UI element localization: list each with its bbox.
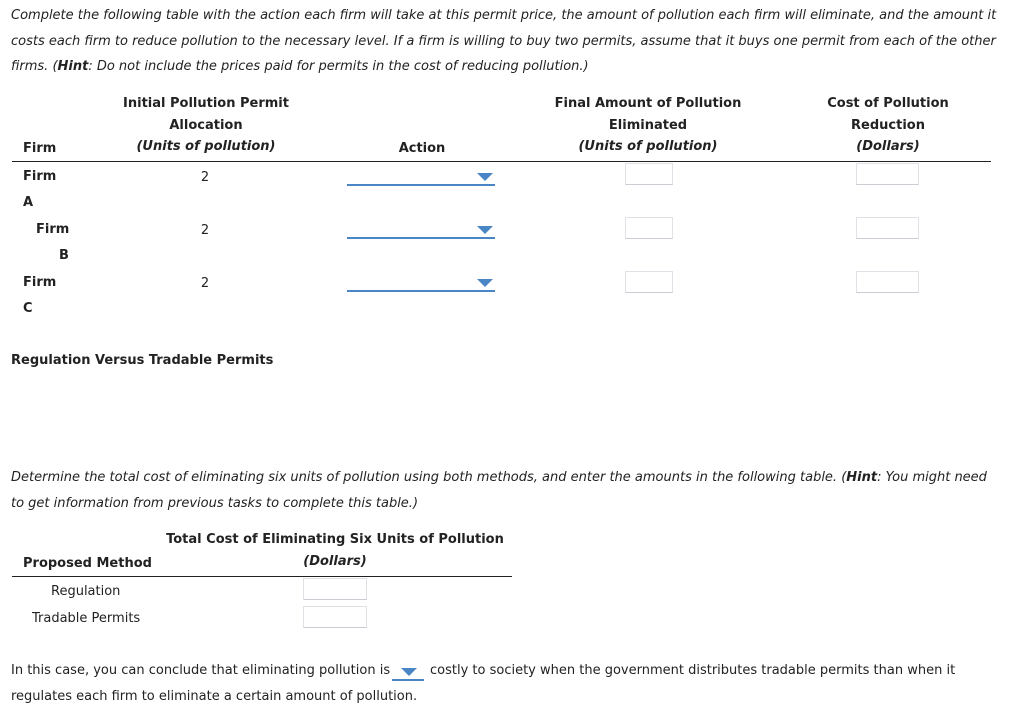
firm-b-cost-input[interactable] [856,217,919,239]
instructions-text: Complete the following table with the action each firm will take at this permit price, the amount of pollution each firm will eliminate, and the amount it costs each firm to reduce pollution to the necessary level. If a firm is willing to buy two permits, assume that it buys one permit from each of the other firms. (Hint: Do not include the prices paid for permits in the cost of reducing pollution.) [11,8,997,74]
firm-a-letter: A [23,195,34,210]
header-initial-allocation: Initial Pollution Permit Allocation (Units of pollution) [123,96,289,154]
conclusion-post-line1: costly to society when the government distributes tradable permits than when it [430,663,956,678]
conclusion-post-line2: regulates each firm to eliminate a certain amount of pollution. [11,689,418,704]
firm-a-cost-input[interactable] [856,163,919,185]
firm-b-action-dropdown[interactable] [347,221,495,239]
header-proposed-method: Proposed Method [23,556,152,571]
firm-b-allocation: 2 [200,223,210,238]
firm-c-cost-input[interactable] [856,271,919,293]
chevron-down-icon [477,226,493,234]
section-title: Regulation Versus Tradable Permits [11,353,274,368]
instructions-2-text: Determine the total cost of eliminating six units of pollution using both methods, and enter the amounts in the following table. (Hint: You might need to get information from previous tasks to complete this table.) [11,470,987,511]
chevron-down-icon [477,279,493,287]
regulation-cost-input[interactable] [303,578,367,600]
hint-label: Hint [57,59,89,74]
header-rule [12,161,991,162]
conclusion-dropdown[interactable] [392,663,424,681]
conclusion-pre: In this case, you can conclude that eliminating pollution is [11,663,391,678]
method-tradable-permits: Tradable Permits [32,611,141,626]
method-regulation: Regulation [51,584,121,599]
cost-table-rule [12,576,512,577]
header-cost-reduction: Cost of Pollution Reduction (Dollars) [827,96,949,154]
firm-c-letter: C [23,301,33,316]
firm-c-label: Firm [23,275,57,290]
header-firm: Firm [23,141,57,156]
chevron-down-icon [477,173,493,181]
firm-a-allocation: 2 [200,170,210,185]
firm-a-action-dropdown[interactable] [347,168,495,186]
firm-c-eliminated-input[interactable] [625,271,673,293]
firm-c-action-dropdown[interactable] [347,274,495,292]
firm-b-eliminated-input[interactable] [625,217,673,239]
firm-a-eliminated-input[interactable] [625,163,673,185]
header-action: Action [398,141,446,156]
hint-label-2: Hint [846,470,878,485]
tradable-permits-cost-input[interactable] [303,606,367,628]
chevron-down-icon [401,668,417,676]
header-final-eliminated: Final Amount of Pollution Eliminated (Units of pollution) [554,96,742,154]
header-total-cost: Total Cost of Eliminating Six Units of Pollution (Dollars) [166,532,504,569]
firm-b-label: Firm [36,222,70,237]
firm-b-letter: B [59,248,69,263]
firm-a-label: Firm [23,169,57,184]
firm-c-allocation: 2 [200,276,210,291]
